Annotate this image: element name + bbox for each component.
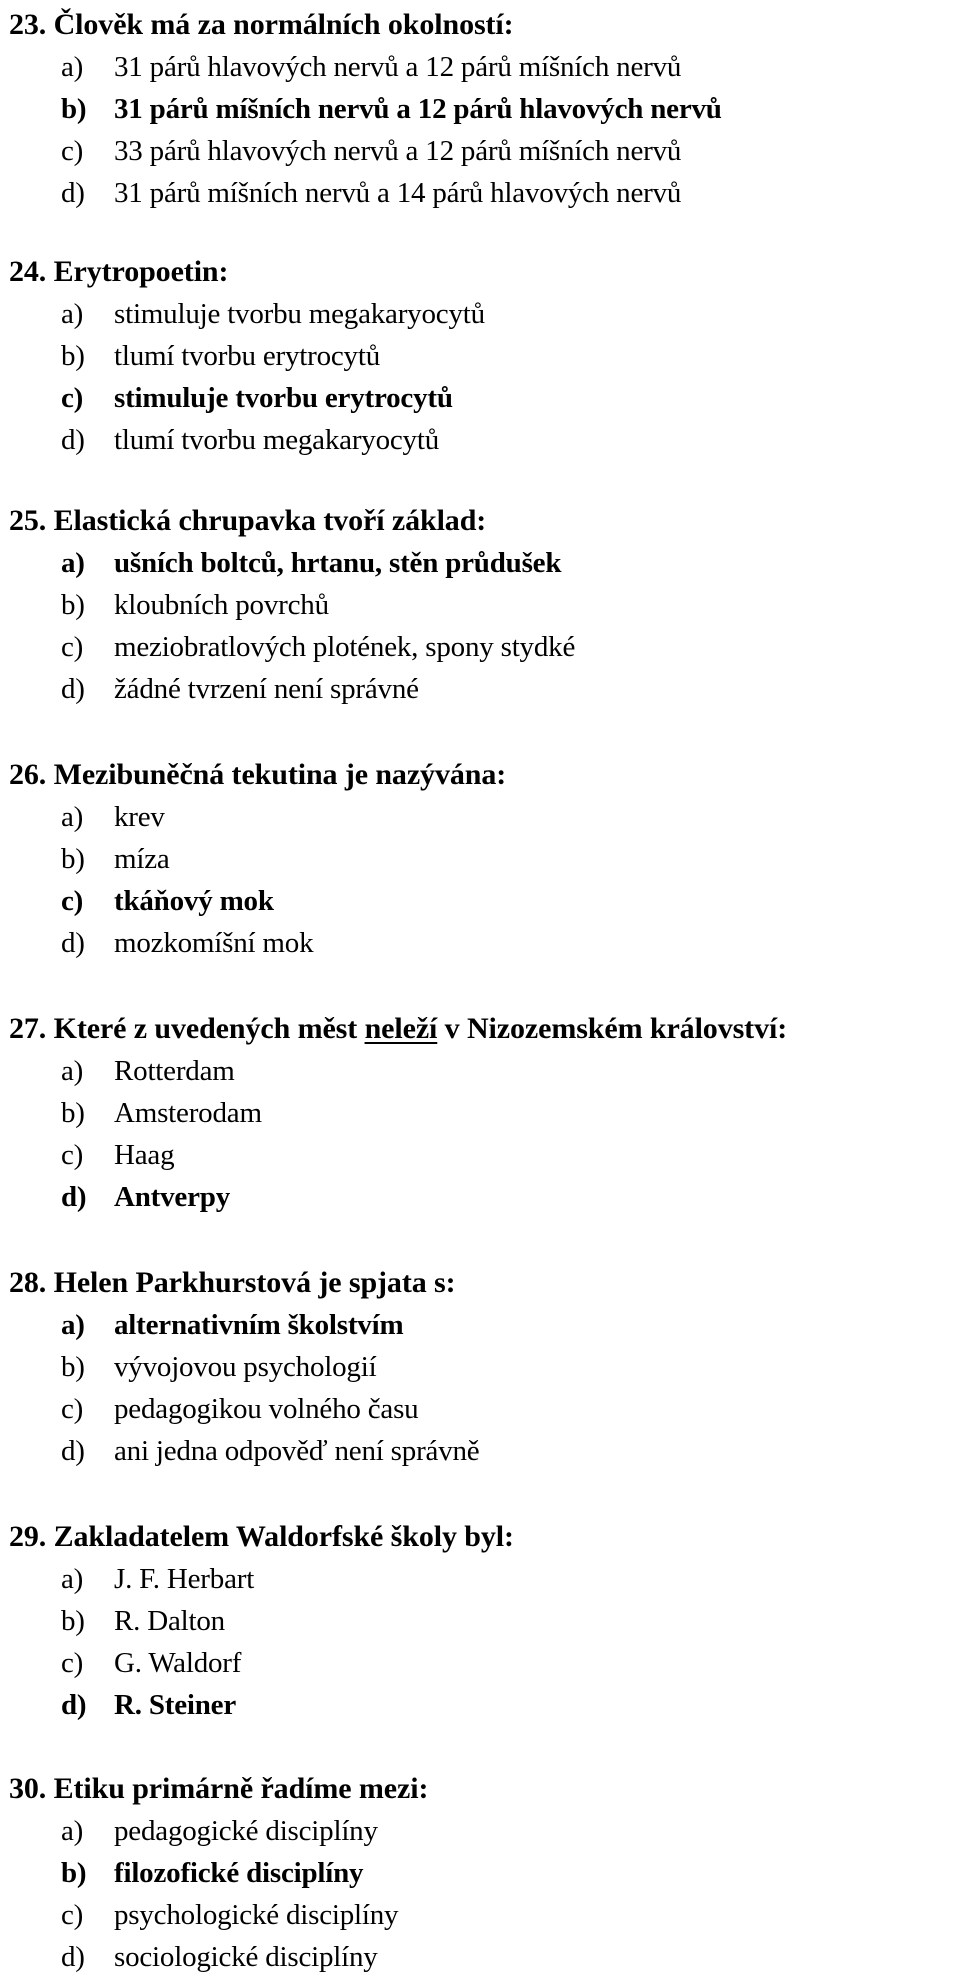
question-title xyxy=(9,1008,959,1050)
question-title xyxy=(9,1262,959,1304)
answer-a xyxy=(9,1810,959,1852)
answer-letter: d) xyxy=(61,424,85,456)
answer-text: stimuluje tvorbu megakaryocytů xyxy=(114,298,485,330)
answer-letter: a) xyxy=(61,1309,85,1341)
answer-text: Rotterdam xyxy=(114,1055,235,1087)
question-text: Mezibuněčná tekutina je nazývána: xyxy=(53,758,507,791)
answer-letter: a) xyxy=(61,298,84,330)
answer-letter: b) xyxy=(61,1351,85,1383)
question-text: Elastická chrupavka tvoří základ: xyxy=(53,504,487,537)
answer-text: 31 párů hlavových nervů a 12 párů míšních nervů xyxy=(114,51,682,83)
question-28 xyxy=(9,1262,959,1472)
answer-text: pedagogikou volného času xyxy=(114,1393,419,1425)
answer-letter: c) xyxy=(61,631,84,663)
answer-text: pedagogické disciplíny xyxy=(114,1815,378,1847)
answer-d xyxy=(9,419,959,461)
answer-text: kloubních povrchů xyxy=(114,589,329,621)
answer-text: Amsterodam xyxy=(114,1097,262,1129)
answer-text: mozkomíšní mok xyxy=(114,927,314,959)
answer-b xyxy=(9,838,959,880)
answer-text: míza xyxy=(114,843,170,875)
answer-c xyxy=(9,1894,959,1936)
answer-text: meziobratlových plotének, spony stydké xyxy=(114,631,576,663)
answer-letter: a) xyxy=(61,1563,84,1595)
answer-letter: c) xyxy=(61,382,84,414)
question-number: 28. xyxy=(9,1266,47,1299)
answer-letter: d) xyxy=(61,1941,85,1973)
answer-letter: a) xyxy=(61,547,85,579)
question-number: 29. xyxy=(9,1520,47,1553)
question-27 xyxy=(9,1008,959,1218)
question-title xyxy=(9,1768,959,1810)
answer-b-correct xyxy=(9,88,959,130)
answer-letter: a) xyxy=(61,801,84,833)
question-number: 25. xyxy=(9,504,47,537)
answer-b xyxy=(9,1600,959,1642)
answer-c xyxy=(9,626,959,668)
answer-d-correct xyxy=(9,1176,959,1218)
question-text-after: v Nizozemském království: xyxy=(444,1012,788,1045)
question-text-underlined: neleží xyxy=(364,1012,438,1045)
answer-a xyxy=(9,796,959,838)
answer-text: ušních boltců, hrtanu, stěn průdušek xyxy=(114,547,562,579)
answer-letter: a) xyxy=(61,51,84,83)
answer-letter: a) xyxy=(61,1055,84,1087)
answer-c xyxy=(9,1642,959,1684)
question-number: 30. xyxy=(9,1772,47,1805)
answer-text: tlumí tvorbu megakaryocytů xyxy=(114,424,440,456)
answer-letter: b) xyxy=(61,589,85,621)
question-title xyxy=(9,4,959,46)
answer-d xyxy=(9,1936,959,1978)
answer-text: žádné tvrzení není správné xyxy=(114,673,419,705)
answer-c xyxy=(9,130,959,172)
question-number: 26. xyxy=(9,758,47,791)
question-30 xyxy=(9,1768,959,1978)
answer-letter: b) xyxy=(61,1605,85,1637)
question-title xyxy=(9,754,959,796)
answer-a xyxy=(9,293,959,335)
question-26 xyxy=(9,754,959,964)
answer-letter: c) xyxy=(61,1139,84,1171)
answer-letter: d) xyxy=(61,1181,87,1213)
answer-a-correct xyxy=(9,1304,959,1346)
answer-b xyxy=(9,1346,959,1388)
question-29 xyxy=(9,1516,959,1726)
answer-text: 33 párů hlavových nervů a 12 párů míšních nervů xyxy=(114,135,682,167)
answer-letter: d) xyxy=(61,177,85,209)
answer-c-correct xyxy=(9,377,959,419)
answer-a xyxy=(9,46,959,88)
answer-d xyxy=(9,172,959,214)
answer-d xyxy=(9,1430,959,1472)
answer-text: 31 párů míšních nervů a 14 párů hlavových nervů xyxy=(114,177,682,209)
answer-text: G. Waldorf xyxy=(114,1647,242,1679)
answer-a xyxy=(9,1050,959,1092)
answer-text: R. Dalton xyxy=(114,1605,225,1637)
answer-letter: d) xyxy=(61,673,85,705)
answer-letter: b) xyxy=(61,1857,87,1889)
answer-letter: c) xyxy=(61,1647,84,1679)
answer-text: ani jedna odpověď není správně xyxy=(114,1435,480,1467)
question-text: Zakladatelem Waldorfské školy byl: xyxy=(53,1520,514,1553)
answer-text: stimuluje tvorbu erytrocytů xyxy=(114,382,453,414)
question-25 xyxy=(9,500,959,710)
answer-a xyxy=(9,1558,959,1600)
answer-d-correct xyxy=(9,1684,959,1726)
answer-text: R. Steiner xyxy=(114,1689,237,1721)
answer-d xyxy=(9,668,959,710)
question-text: Člověk má za normálních okolností: xyxy=(53,8,514,41)
question-text: Erytropoetin: xyxy=(53,255,229,288)
answer-text: krev xyxy=(114,801,165,833)
answer-letter: b) xyxy=(61,843,85,875)
question-title xyxy=(9,1516,959,1558)
answer-text: vývojovou psychologií xyxy=(114,1351,377,1383)
answer-text: 31 párů míšních nervů a 12 párů hlavových nervů xyxy=(114,93,722,125)
question-text: Etiku primárně řadíme mezi: xyxy=(53,1772,429,1805)
answer-letter: b) xyxy=(61,340,85,372)
answer-text: Haag xyxy=(114,1139,175,1171)
answer-b xyxy=(9,335,959,377)
answer-letter: a) xyxy=(61,1815,84,1847)
answer-text: sociologické disciplíny xyxy=(114,1941,378,1973)
answer-letter: d) xyxy=(61,927,85,959)
answer-letter: c) xyxy=(61,1899,84,1931)
answer-letter: b) xyxy=(61,93,87,125)
answer-text: J. F. Herbart xyxy=(114,1563,255,1595)
question-text-before: Které z uvedených měst xyxy=(53,1012,358,1045)
answer-text: Antverpy xyxy=(114,1181,231,1213)
answer-text: filozofické disciplíny xyxy=(114,1857,364,1889)
answer-text: psychologické disciplíny xyxy=(114,1899,399,1931)
answer-letter: b) xyxy=(61,1097,85,1129)
answer-d xyxy=(9,922,959,964)
question-number: 24. xyxy=(9,255,47,288)
question-title xyxy=(9,251,959,293)
question-number: 23. xyxy=(9,8,47,41)
answer-a-correct xyxy=(9,542,959,584)
answer-letter: c) xyxy=(61,885,84,917)
answer-c-correct xyxy=(9,880,959,922)
answer-text: tlumí tvorbu erytrocytů xyxy=(114,340,381,372)
question-23 xyxy=(9,4,959,214)
answer-b-correct xyxy=(9,1852,959,1894)
answer-text: alternativním školstvím xyxy=(114,1309,404,1341)
answer-c xyxy=(9,1388,959,1430)
answer-letter: c) xyxy=(61,135,84,167)
answer-c xyxy=(9,1134,959,1176)
question-text: Helen Parkhurstová je spjata s: xyxy=(53,1266,456,1299)
answer-letter: c) xyxy=(61,1393,84,1425)
question-title xyxy=(9,500,959,542)
answer-b xyxy=(9,584,959,626)
answer-letter: d) xyxy=(61,1435,85,1467)
answer-b xyxy=(9,1092,959,1134)
answer-text: tkáňový mok xyxy=(114,885,274,917)
question-number: 27. xyxy=(9,1012,47,1045)
question-24 xyxy=(9,251,959,461)
answer-letter: d) xyxy=(61,1689,87,1721)
